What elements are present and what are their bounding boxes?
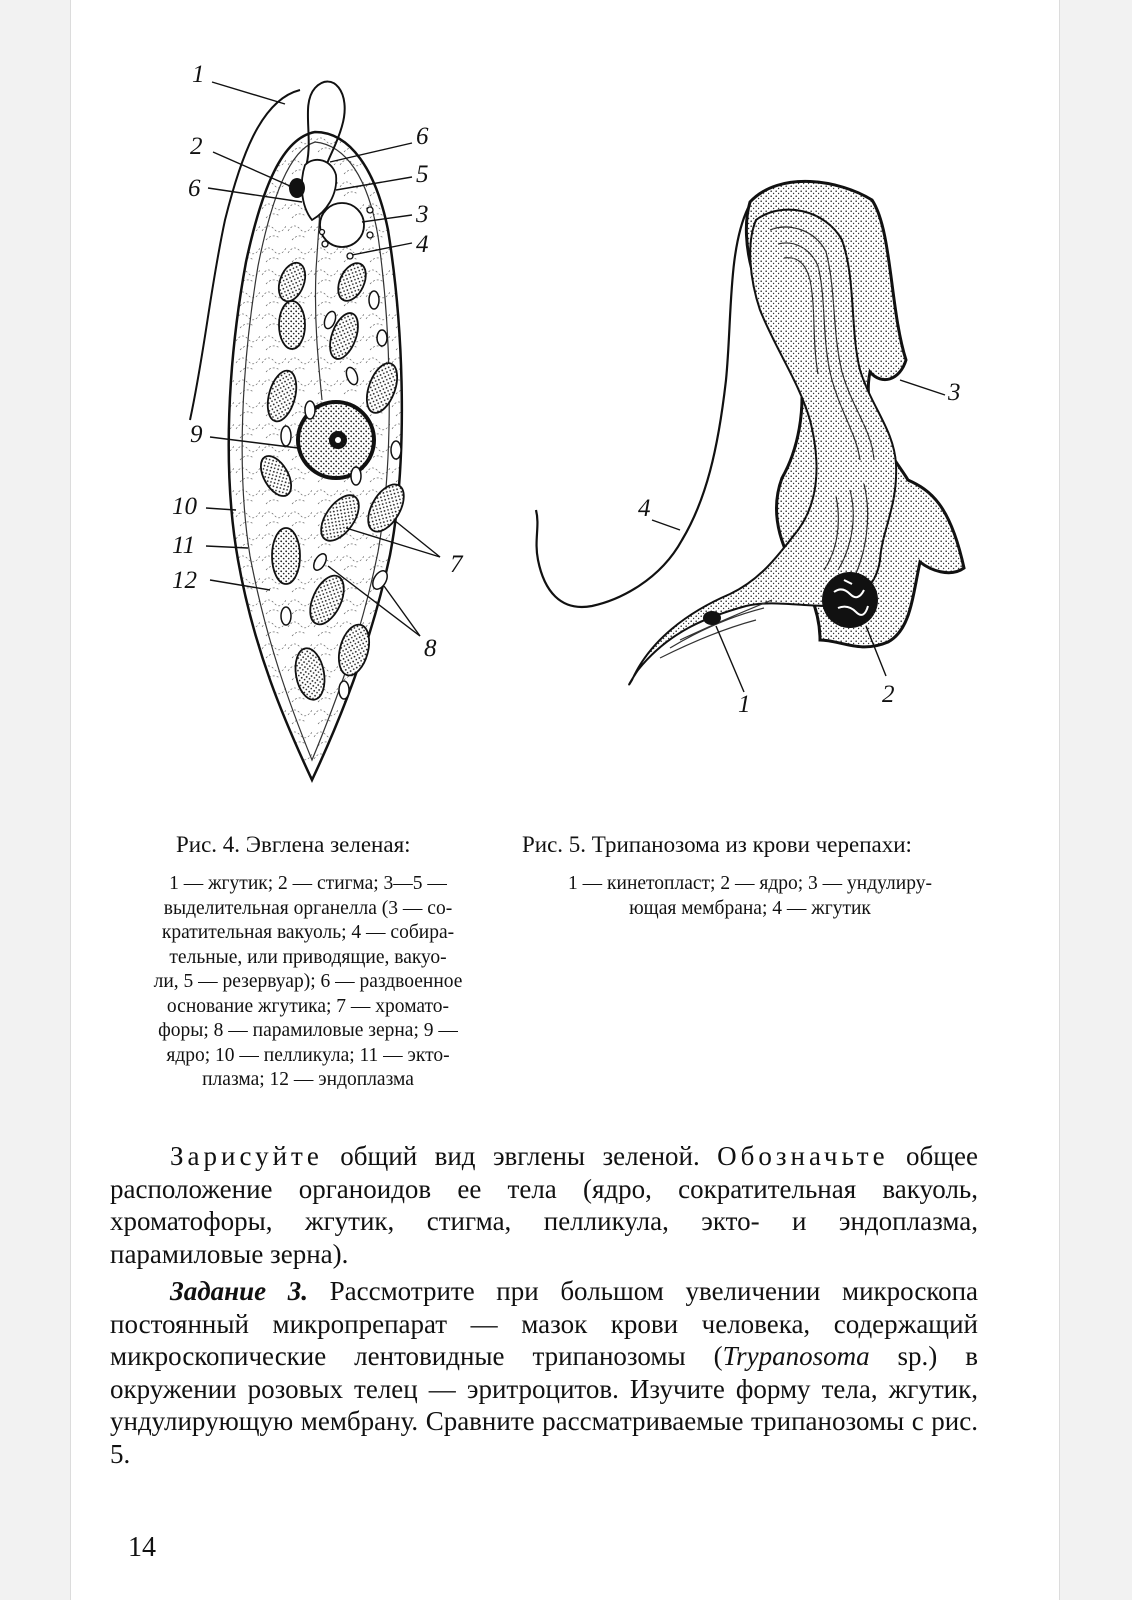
fig4-label-6a: 6: [188, 175, 201, 202]
fig4-caption-line: тельные, или приводящие, вакуо-: [169, 946, 447, 968]
trypanosoma-figure: [520, 160, 1000, 740]
fig4-label-11: 11: [172, 532, 196, 559]
fig5-caption-body: [522, 872, 978, 921]
fig5-label-1: 1: [738, 691, 751, 718]
fig5-caption-line: 1 — кинетопласт; 2 — ядро; 3 — ундулиру-: [568, 873, 932, 894]
fig4-label-7: 7: [450, 551, 463, 578]
fig5-caption-line: ющая мембрана; 4 — жгутик: [629, 897, 871, 919]
fig4-caption-line: ядро; 10 — пелликула; 11 — экто-: [166, 1044, 450, 1066]
fig4-caption-line: форы; 8 — парамиловые зерна; 9 —: [158, 1020, 458, 1041]
fig4-caption-line: 1 — жгутик; 2 — стигма; 3—5 —: [169, 873, 447, 894]
euglena-figure: [0, 0, 520, 800]
emph-mark: Обозначьте: [717, 1141, 889, 1171]
fig4-caption-line: ли, 5 — резервуар); 6 — раздвоенное: [153, 971, 463, 992]
para1-text-b: общее расположение органоидов ее тела (ядро, сократительная вакуоль, хроматофоры, жгутик, стигма, пелликула, экто- и эндоплазма, парамиловые зерна).: [110, 1141, 978, 1269]
para1-text-a: общий вид эвглены зеленой.: [322, 1141, 718, 1171]
para2-text-b: sp.) в окружении розовых телец — эритроцитов. Изучите форму тела, жгутик, ундулирующую мембрану. Сравните рассматриваемые трипанозомы с рис. 5.: [110, 1341, 978, 1469]
fig4-caption-title: Рис. 4. Эвглена зеленая:: [176, 832, 411, 857]
fig4-caption-line: основание жгутика; 7 — хромато-: [166, 995, 450, 1017]
fig4-label-1: 1: [192, 61, 205, 88]
fig4-label-8: 8: [424, 635, 437, 662]
trypanosoma-nucleus: [822, 572, 878, 628]
fig4-label-12: 12: [172, 567, 197, 594]
task-label: Задание 3.: [170, 1276, 308, 1306]
fig4-caption-line: кратительная вакуоль; 4 — собира-: [161, 922, 455, 943]
fig4-label-4: 4: [416, 231, 429, 258]
page-number: 14: [128, 1532, 156, 1563]
fig5-caption-title: Рис. 5. Трипанозома из крови черепахи:: [522, 832, 912, 857]
fig4-label-10: 10: [172, 493, 197, 520]
fig4-label-9: 9: [190, 421, 203, 448]
fig4-caption-line: выделительная органелла (3 — со-: [163, 897, 453, 919]
fig4-label-3: 3: [416, 201, 429, 228]
fig5-label-3: 3: [948, 379, 961, 406]
fig4-caption-line: плазма; 12 — эндоплазма: [202, 1069, 414, 1090]
fig4-label-2: 2: [190, 133, 203, 160]
fig5-label-4: 4: [638, 495, 651, 522]
fig4-label-5: 5: [416, 161, 429, 188]
emph-draw: Зарисуйте: [170, 1141, 323, 1171]
latin-name: Trypanosoma: [722, 1341, 870, 1371]
trypanosoma-flagellum: [536, 208, 748, 607]
fig5-label-2: 2: [882, 681, 895, 708]
fig4-caption-body: [120, 872, 496, 1093]
kinetoplast: [703, 611, 721, 625]
paragraph-draw-euglena: [110, 1140, 978, 1270]
paragraph-task-3: [110, 1275, 978, 1470]
fig4-label-6b: 6: [416, 123, 429, 150]
para2-text-a: Рассмотрите при большом увеличении микроскопа постоянный микропрепарат — мазок крови человека, содержащий микроскопические лентовидные трипанозомы (: [110, 1276, 978, 1371]
